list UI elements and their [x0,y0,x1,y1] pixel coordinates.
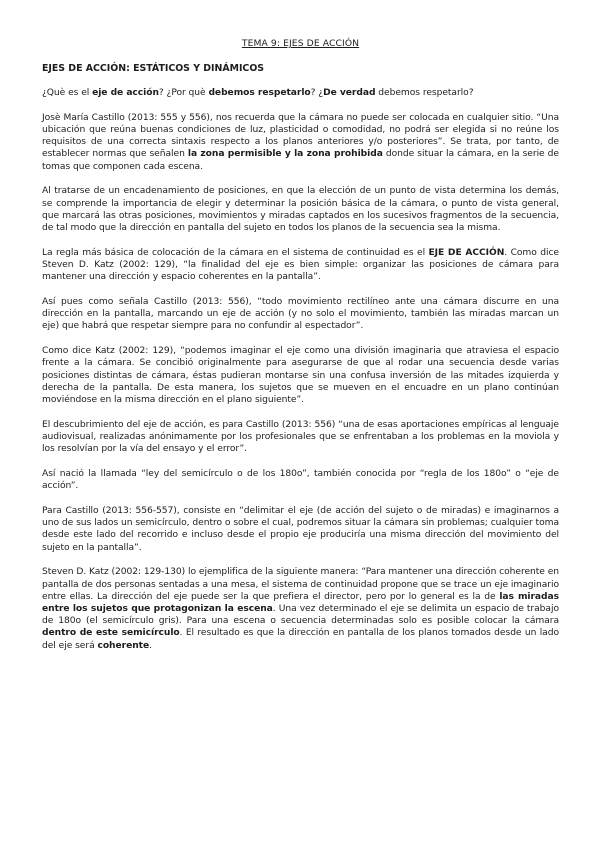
paragraph-delimitar-eje [42,505,559,554]
text-segment: Josè María Castillo (2013: 555 y 556), nos recuerda que la cámara no puede ser colocada en cualquier sitio. “Una ubicación que reúna buenas condiciones de luz, plasticidad o comodidad, no podrá ser elegida si no reúne los requisitos de una correcta sintaxis respecto a los planos anteriores y/o posteriores”. Se trata, por tanto, de establecer normas que señalen [42,112,559,160]
text-segment: debemos respetarlo? [375,88,474,98]
text-segment: ? ¿Por què [158,88,209,98]
text-segment: Como dice Katz (2002: 129), “podemos imaginar el eje como una división imaginaria que atraviesa el espacio frente a la cámara. Se concibió originalmente para asegurarse de que al rodar una secuencia desde varias posiciones distintas de cámara, éstas pudieran montarse sin una confusa inversión de las mitades izquierda y derecha de la pantalla. De esta manera, los sujetos que se mueven en el encuadre en un plano continúan moviéndose en la misma dirección en el plano siguiente”. [42,346,559,406]
paragraph-questions [42,87,559,99]
paragraph-katz-division [42,345,559,406]
text-segment: . Como dice Steven D. Katz (2002: 129), “la finalidad del eje es bien simple: organizar las posiciones de cámara para mantener una dirección y espacio coherentes en la pantalla”. [42,247,559,283]
bold-segment: debemos respetarlo [208,88,311,98]
paragraph-regla-basica [42,247,559,284]
text-segment: Steven D. Katz (2002: 129-130) lo ejemplifica de la siguiente manera: “Para mantener una dirección coherente en pantalla de dos personas sentadas a una mesa, el sistema de continuidad propone que se trace un eje imaginario entre ellas. La dirección del eje puede ser la que prefiera el director, pero por lo general es la de [42,567,559,602]
paragraph-katz-ejemplo [42,566,559,651]
paragraph-encadenamiento [42,185,559,234]
text-segment: Así nació la llamada “ley del semicírculo o de los 180o”, también conocida por “regla de los 180o” o “eje de acción”. [42,469,559,492]
paragraph-movimiento-rectilineo [42,296,559,333]
document-page [42,38,559,664]
bold-segment: las miradas entre los sujetos que protagonizan la escena [42,591,560,615]
bold-segment: De verdad [323,88,376,98]
document-title: TEMA 9: EJES DE ACCIÓN [241,38,360,49]
text-segment: Para Castillo (2013: 556-557), consiste en “delimitar el eje (de acción del sujeto o de miradas) e imaginarnos a uno de sus lados un semicírculo, dentro o sobre el cual, podremos situar la cámara sin problemas; cualquier toma desde este lado del recorrido e incluso desde el propio eje produciría una misma dirección del movimiento del sujeto en la pantalla”. [42,506,559,553]
text-segment: Al tratarse de un encadenamiento de posiciones, en que la elección de un punto de vista determina los demás, se comprende la importancia de elegir y determinar la posición básica de la cámara, o punto de vista general, que marcará las otras posiciones, movimientos y miradas captados en los sucesivos fragmentos de la secuencia, de tal modo que la dirección en pantalla del sujeto en todos los planos de la secuencia sea la misma. [42,186,559,234]
section-heading: EJES DE ACCIÓN: ESTÁTICOS Y DINÁMICOS [42,63,265,74]
bold-segment: eje de acción [92,88,159,98]
text-segment: ? ¿ [310,88,324,98]
text-segment: . [149,640,152,651]
paragraph-castillo-intro [42,112,559,173]
bold-segment: la zona permisible y la zona prohibida [187,149,383,160]
text-segment: La regla más básica de colocación de la cámara en el sistema de continuidad es el [42,247,429,258]
text-segment: ¿Què es el [42,88,93,98]
text-segment: . El resultado es que la dirección en pantalla de los planos tomados desde un lado del eje será [42,628,559,651]
bold-segment: dentro de este semicírculo [42,628,180,639]
bold-segment: coherente [97,640,150,651]
text-segment: El descubrimiento del eje de acción, es para Castillo (2013: 556) “una de esas aportaciones empíricas al lenguaje audiovisual, realizadas anónimamente por los profesionales que se enfrentaban a los problemas en la moviola y los resolvían por la vía del ensayo y el error”. [42,419,559,455]
text-segment: . Una vez determinado el eje se delimita un espacio de trabajo de 180o (el semicírculo gris). Para una escena o secuencia determinadas solo es posible colocar la cámara [42,604,559,627]
paragraph-descubrimiento [42,419,559,456]
paragraph-ley-semicirculo [42,468,559,492]
text-segment: donde situar la cámara, en la serie de tomas que componen cada escena. [42,149,559,172]
bold-segment: EJE DE ACCIÓN [428,247,505,258]
text-segment: Así pues como señala Castillo (2013: 556), “todo movimiento rectilíneo ante una cámara discurre en una dirección en la pantalla, marcando un eje de acción (y no solo el movimiento, también las miradas marcan un eje) que habrá que respetar siempre para no confundir al espectador”. [42,297,559,332]
